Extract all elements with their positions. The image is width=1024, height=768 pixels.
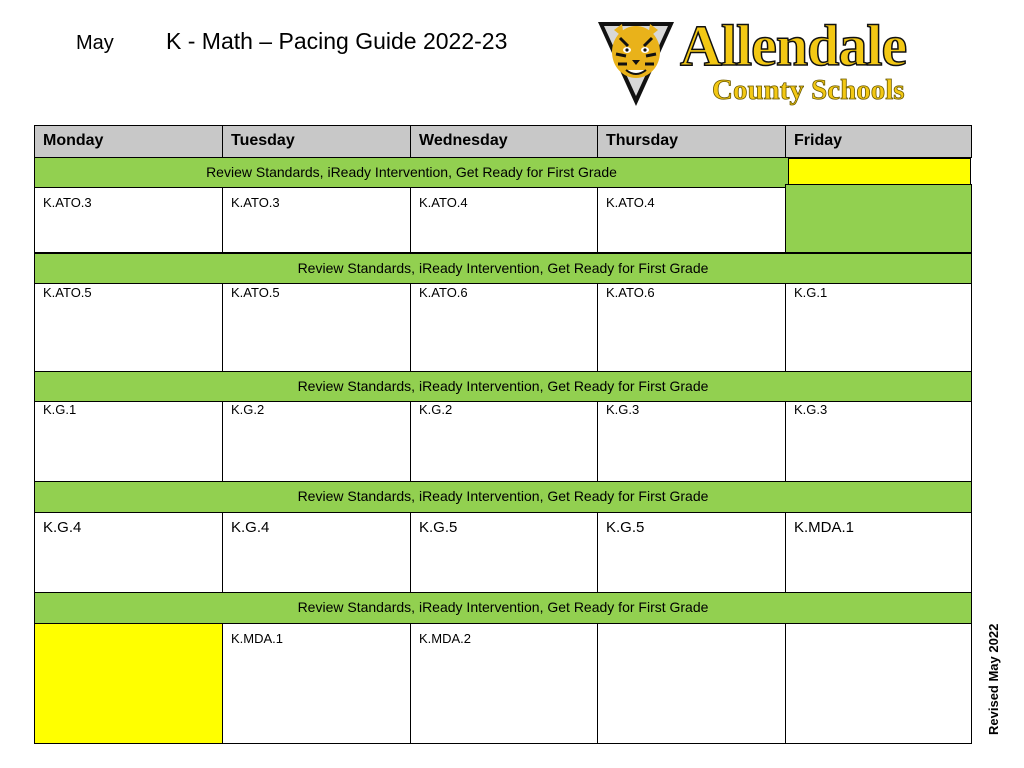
day-cell-w5-wed: K.MDA.2 [410, 623, 599, 744]
day-cell-w2-wed: K.ATO.6 [410, 283, 599, 372]
day-cell-w5-fri [785, 623, 972, 744]
day-cell-w1-fri [785, 184, 972, 253]
day-cell-w4-fri: K.MDA.1 [785, 512, 972, 593]
tiger-mascot-icon [596, 16, 676, 108]
day-cell-w2-thu: K.ATO.6 [597, 283, 786, 372]
pacing-calendar [34, 125, 972, 744]
logo-subtitle: County Schools [712, 74, 905, 106]
day-cell-w4-tue: K.G.4 [222, 512, 411, 593]
month-label: May [76, 32, 114, 54]
day-cell-w1-mon: K.ATO.3 [34, 187, 223, 253]
day-header-thursday: Thursday [597, 125, 786, 158]
friday-yellow-marker [788, 158, 971, 185]
review-band-week2: Review Standards, iReady Intervention, Get Ready for First Grade [34, 253, 972, 284]
day-cell-w1-tue: K.ATO.3 [222, 187, 411, 253]
day-cell-w2-tue: K.ATO.5 [222, 283, 411, 372]
day-cell-w3-tue: K.G.2 [222, 401, 411, 482]
day-cell-w2-mon: K.ATO.5 [34, 283, 223, 372]
day-cell-w3-wed: K.G.2 [410, 401, 599, 482]
day-header-friday: Friday [785, 125, 972, 158]
review-band-week1: Review Standards, iReady Intervention, Get Ready for First Grade [34, 157, 789, 188]
day-cell-w1-thu: K.ATO.4 [597, 187, 786, 253]
review-band-week3: Review Standards, iReady Intervention, Get Ready for First Grade [34, 371, 972, 402]
review-band-week4: Review Standards, iReady Intervention, Get Ready for First Grade [34, 481, 972, 513]
revised-date-label: Revised May 2022 [986, 623, 1001, 735]
day-cell-w5-tue: K.MDA.1 [222, 623, 411, 744]
day-cell-w4-mon: K.G.4 [34, 512, 223, 593]
day-cell-w5-thu [597, 623, 786, 744]
day-cell-w3-thu: K.G.3 [597, 401, 786, 482]
district-logo [596, 14, 956, 110]
day-cell-w4-wed: K.G.5 [410, 512, 599, 593]
day-cell-w5-mon [34, 623, 223, 744]
day-header-wednesday: Wednesday [410, 125, 599, 158]
review-band-week5: Review Standards, iReady Intervention, Get Ready for First Grade [34, 592, 972, 624]
day-header-monday: Monday [34, 125, 223, 158]
day-cell-w3-fri: K.G.3 [785, 401, 972, 482]
logo-name: Allendale [680, 13, 907, 78]
day-cell-w2-fri: K.G.1 [785, 283, 972, 372]
day-cell-w1-wed: K.ATO.4 [410, 187, 599, 253]
page-title: K - Math – Pacing Guide 2022-23 [166, 28, 508, 54]
day-cell-w4-thu: K.G.5 [597, 512, 786, 593]
day-cell-w3-mon: K.G.1 [34, 401, 223, 482]
day-header-tuesday: Tuesday [222, 125, 411, 158]
